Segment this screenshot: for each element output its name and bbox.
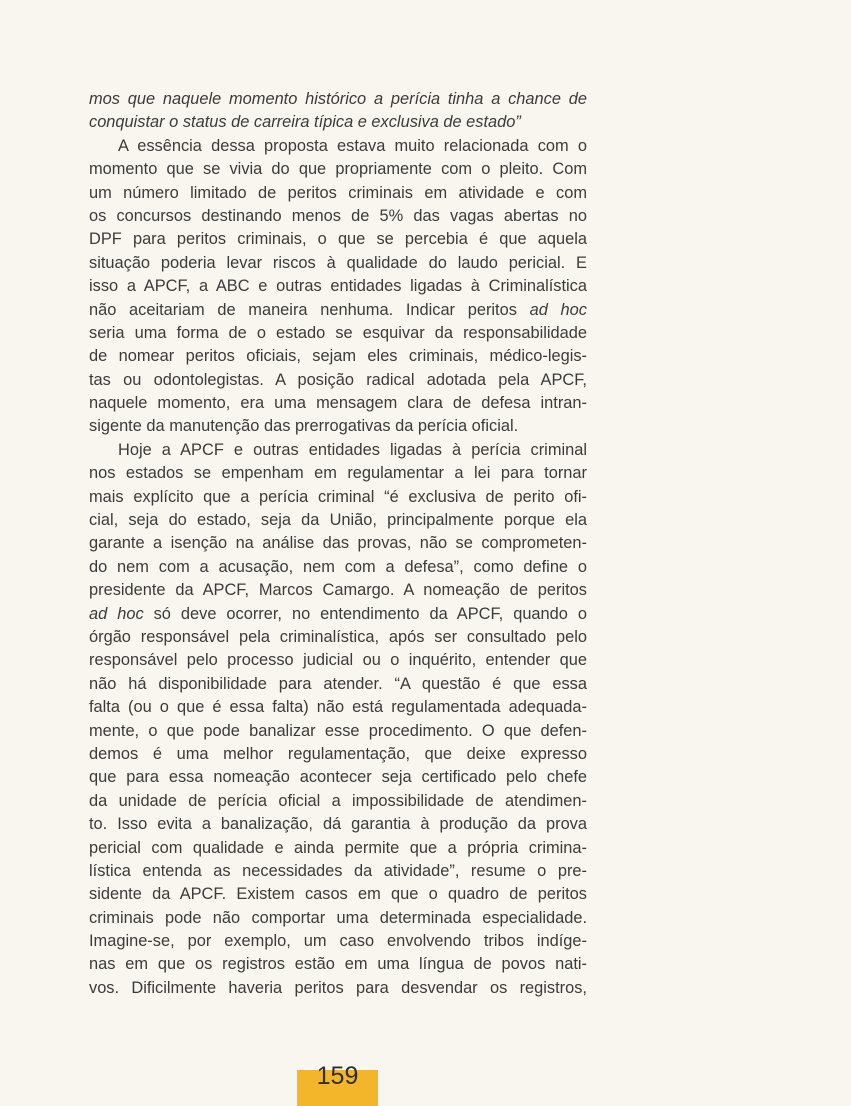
text-run: que para essa nomeação acontecer seja certificado pelo chefe: [89, 768, 587, 787]
text-run: lística entenda as necessidades da atividade”, resume o pre-: [89, 861, 587, 880]
text-run: não há disponibilidade para atender. “A questão é que essa: [89, 674, 587, 693]
text-run: órgão responsável pela criminalística, após ser consultado pelo: [89, 627, 587, 646]
text-run: do nem com a acusação, nem com a defesa”, como define o: [89, 557, 587, 576]
text-run: sigente da manutenção das prerrogativas da perícia oficial.: [89, 417, 519, 436]
text-line: [89, 509, 587, 532]
text-run: da unidade de perícia oficial a impossibilidade de atendimen-: [89, 791, 587, 810]
text-line: [89, 275, 587, 298]
italic-text: ad hoc: [89, 604, 144, 623]
text-line: [89, 673, 587, 696]
italic-text: conquistar o status de carreira típica e exclusiva de estado”: [89, 113, 521, 132]
text-line: [89, 743, 587, 766]
text-run: A essência dessa proposta estava muito relacionada com o: [118, 136, 587, 155]
text-run: momento que se vivia do que propriamente com o pleito. Com: [89, 160, 587, 179]
text-run: situação poderia levar riscos à qualidade do laudo pericial. E: [89, 253, 587, 272]
text-run: Imagine-se, por exemplo, um caso envolvendo tribos indíge-: [89, 932, 587, 951]
text-run: criminais pode não comportar uma determinada especialidade.: [89, 908, 587, 927]
text-run: garante a isenção na análise das provas, não se comprometen-: [89, 534, 587, 553]
text-line: [89, 392, 587, 415]
italic-text: ad hoc: [529, 300, 587, 319]
text-run: falta (ou o que é essa falta) não está regulamentada adequada-: [89, 698, 587, 717]
text-run: os concursos destinando menos de 5% das vagas abertas no: [89, 206, 587, 225]
text-line: [89, 205, 587, 228]
text-line: [89, 228, 587, 251]
text-run: demos é uma melhor regulamentação, que deixe expresso: [89, 744, 587, 763]
text-run: presidente da APCF, Marcos Camargo. A nomeação de peritos: [89, 581, 587, 600]
text-line: [89, 930, 587, 953]
text-run: to. Isso evita a banalização, dá garantia à produção da prova: [89, 815, 587, 834]
text-run: mais explícito que a perícia criminal “é exclusiva de perito ofi-: [89, 487, 587, 506]
italic-text: mos que naquele momento histórico a perícia tinha a chance de: [89, 90, 587, 108]
text-line: [89, 579, 587, 602]
text-run: mente, o que pode banalizar esse procedimento. O que defen-: [89, 721, 587, 740]
text-line: [89, 556, 587, 579]
text-line: [89, 252, 587, 275]
text-run: sidente da APCF. Existem casos em que o quadro de peritos: [89, 885, 587, 904]
text-run: nos estados se empenham em regulamentar a lei para tornar: [89, 464, 587, 483]
page-number: 159: [316, 1062, 359, 1090]
text-line: [89, 720, 587, 743]
text-line: [89, 299, 587, 322]
text-line: [89, 439, 587, 462]
text-run: isso a APCF, a ABC e outras entidades ligadas à Criminalística: [89, 277, 587, 296]
text-line: [89, 977, 587, 1000]
text-line: [89, 182, 587, 205]
text-run: vos. Dificilmente haveria peritos para desvendar os registros,: [89, 978, 587, 997]
text-line: [89, 88, 587, 111]
text-run: tas ou odontolegistas. A posição radical adotada pela APCF,: [89, 370, 587, 389]
text-line: [89, 953, 587, 976]
text-run: pericial com qualidade e ainda permite que a própria crimina-: [89, 838, 587, 857]
text-line: [89, 766, 587, 789]
text-line: [89, 486, 587, 509]
text-run: um número limitado de peritos criminais em atividade e com: [89, 183, 587, 202]
text-line: [89, 626, 587, 649]
text-run: só deve ocorrer, no entendimento da APCF, quando o: [143, 604, 587, 623]
text-line: [89, 158, 587, 181]
text-run: seria uma forma de o estado se esquivar da responsabilidade: [89, 323, 587, 342]
text-run: Hoje a APCF e outras entidades ligadas à perícia criminal: [118, 440, 587, 459]
text-line: [89, 696, 587, 719]
text-line: [89, 649, 587, 672]
text-run: cial, seja do estado, seja da União, principalmente porque ela: [89, 511, 587, 530]
text-run: responsável pelo processo judicial ou o inquérito, entender que: [89, 651, 587, 670]
text-run: naquele momento, era uma mensagem clara de defesa intran-: [89, 394, 587, 413]
text-run: de nomear peritos oficiais, sejam eles criminais, médico-legis-: [89, 347, 587, 366]
text-line: [89, 813, 587, 836]
text-line: [89, 345, 587, 368]
text-line: [89, 532, 587, 555]
text-line: [89, 907, 587, 930]
text-run: não aceitariam de maneira nenhuma. Indicar peritos: [89, 300, 530, 319]
text-line: [89, 860, 587, 883]
text-line: [89, 837, 587, 860]
article-text: [89, 88, 587, 1000]
text-line: [89, 415, 587, 438]
text-line: [89, 883, 587, 906]
text-line: [89, 135, 587, 158]
text-line: [89, 369, 587, 392]
text-run: nas em que os registros estão em uma língua de povos nati-: [89, 955, 587, 974]
text-line: [89, 603, 587, 626]
text-line: [89, 111, 587, 134]
text-line: [89, 322, 587, 345]
text-run: DPF para peritos criminais, o que se percebia é que aquela: [89, 230, 587, 249]
text-line: [89, 462, 587, 485]
text-line: [89, 790, 587, 813]
